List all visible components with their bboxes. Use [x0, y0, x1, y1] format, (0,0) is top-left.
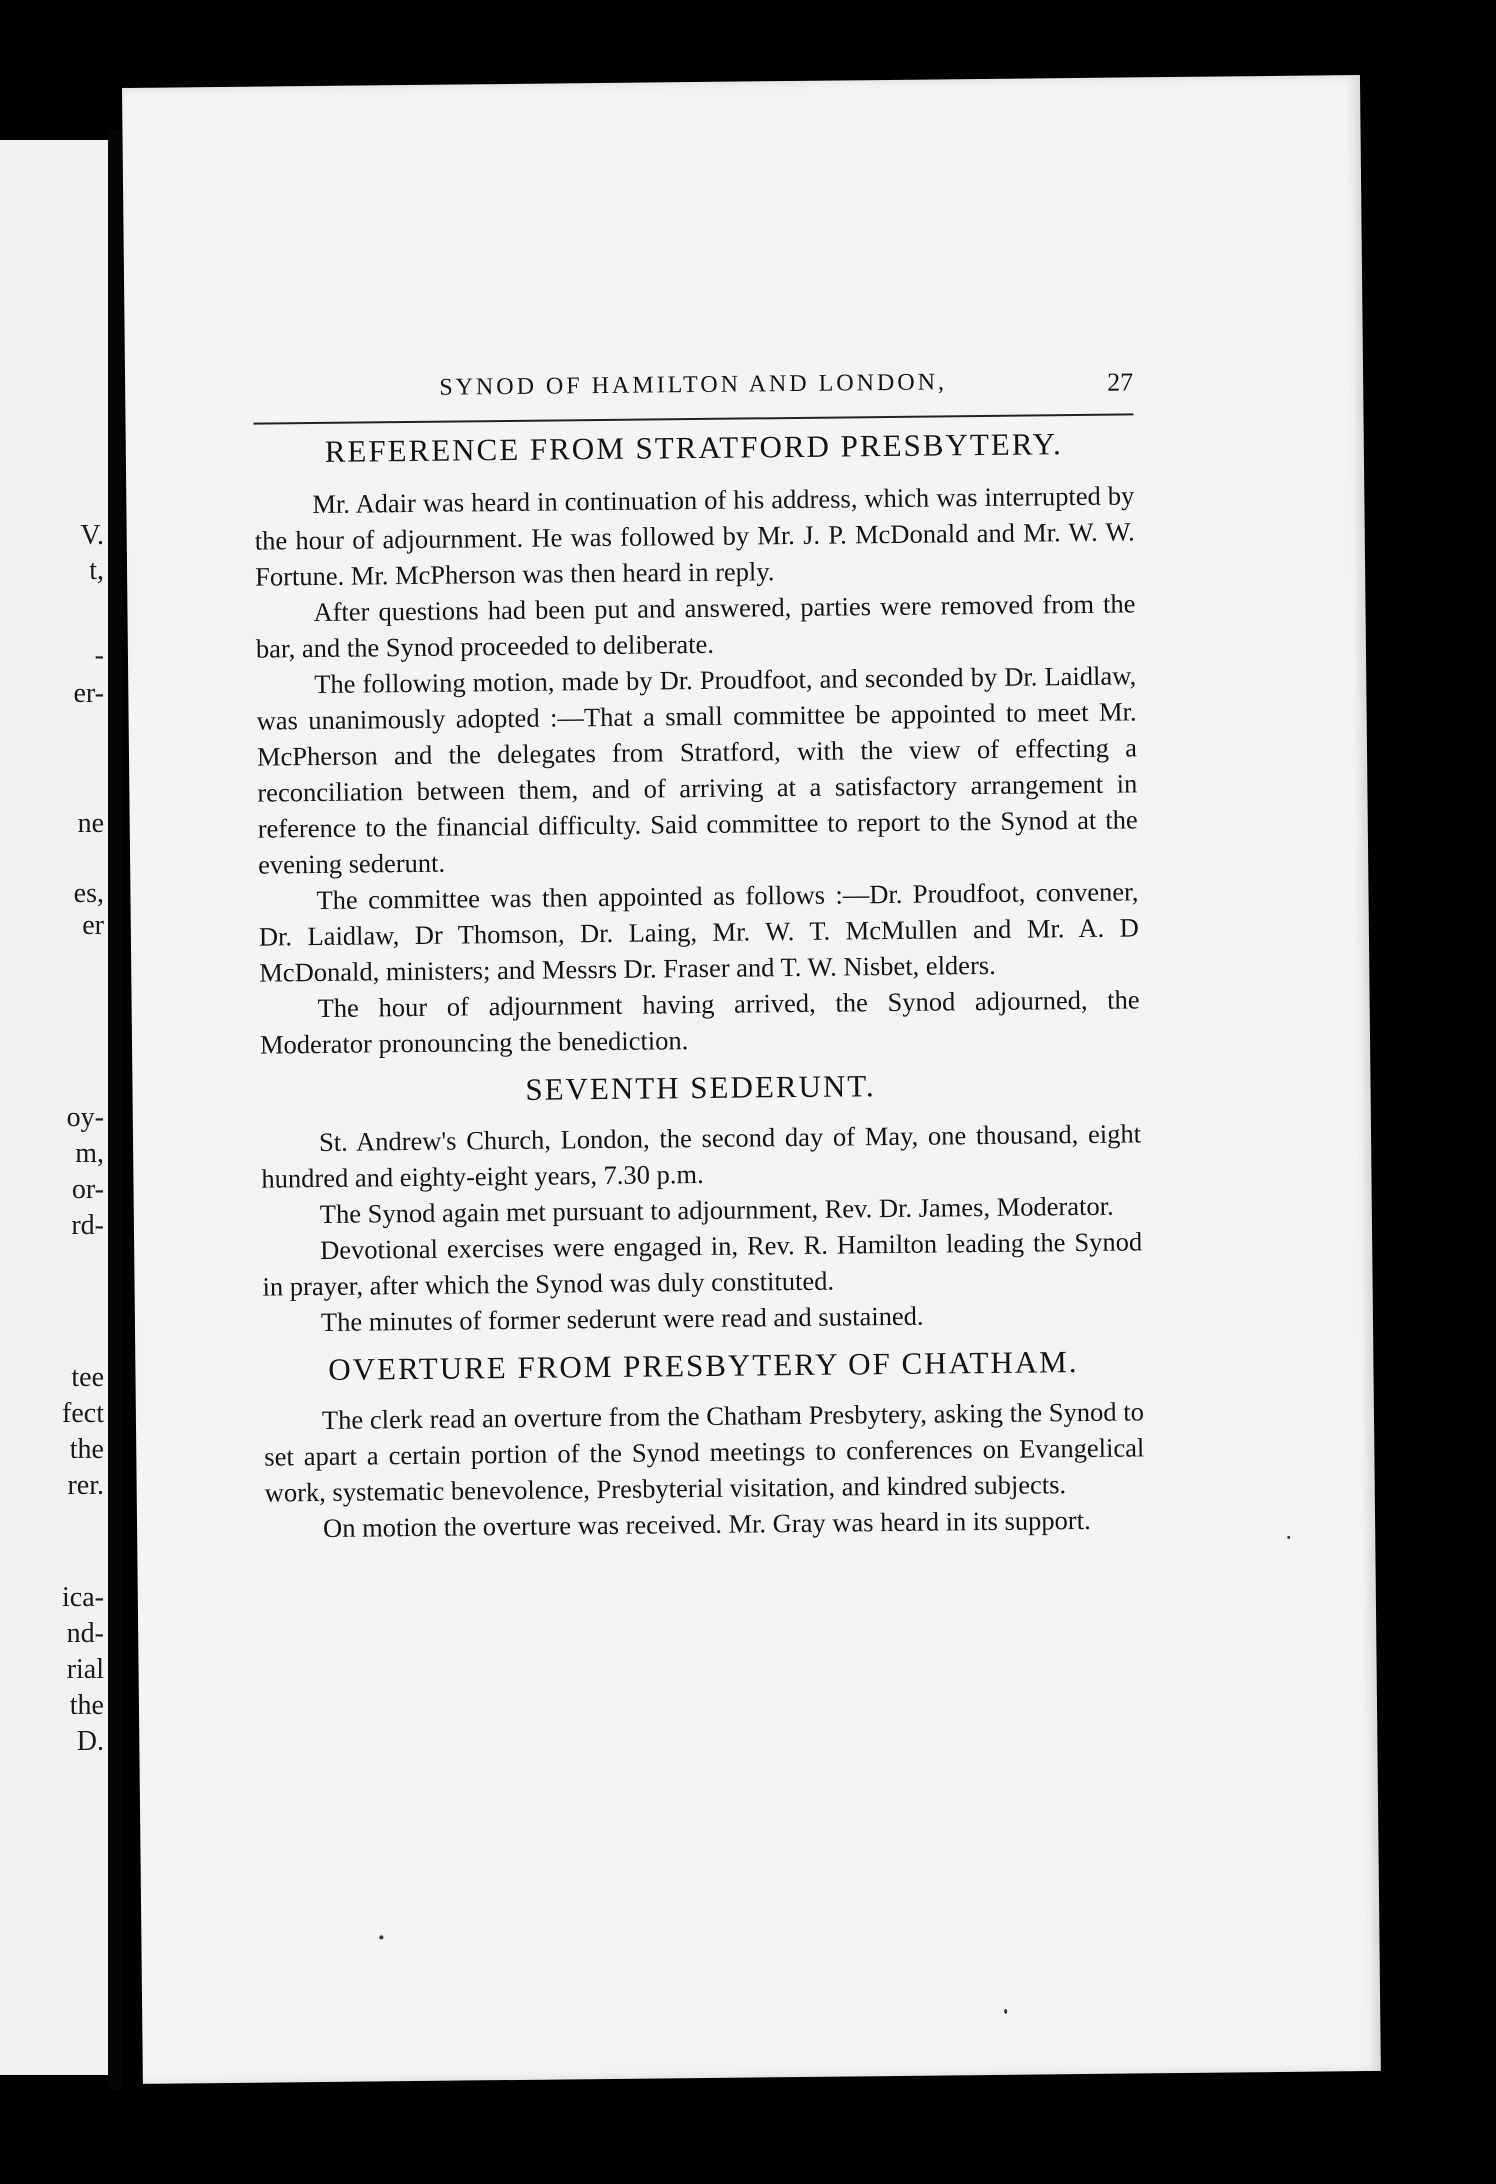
paragraph: The following motion, made by Dr. Proudfoot, and seconded by Dr. Laidlaw, was unanimously adopted :—That a small committee be appointed to meet Mr. McPherson and the delegates from Stratford, with the view of effecting a reconciliation between them, and of arriving at a satisfactory arrangement in reference to the financial difficulty. Said committee to report to the Synod at the evening sederunt.	[256, 660, 1138, 880]
paper-speck	[379, 1935, 383, 1939]
section-heading-reference: REFERENCE FROM STRATFORD PRESBYTERY.	[324, 426, 1064, 469]
paragraph: The Synod again met pursuant to adjournment, Rev. Dr. James, Moderator.	[319, 1190, 1114, 1229]
paragraph: After questions had been put and answered, parties were removed from the bar, and the Synod proceeded to deliberate.	[255, 588, 1136, 664]
paragraph: The minutes of former sederunt were read and sustained.	[320, 1300, 924, 1337]
page-number: 27	[1106, 367, 1134, 397]
fragment-text: the	[69, 1434, 104, 1465]
fragment-text: rer.	[67, 1470, 104, 1501]
paragraph: On motion the overture was received. Mr. Gray was heard in its support.	[322, 1504, 1091, 1543]
page-content	[253, 367, 1145, 1546]
running-head-title: SYNOD OF HAMILTON AND LONDON,	[439, 369, 948, 401]
fragment-text: fect	[62, 1398, 104, 1429]
fragment-text: rial	[66, 1654, 104, 1685]
paragraph: The committee was then appointed as follows :—Dr. Proudfoot, convener, Dr. Laidlaw, Dr Thomson, Dr. Laing, Mr. W. T. McMullen and Mr. A. D McDonald, ministers; and Messrs Dr. Fraser and T. W. Nisbet, elders.	[258, 876, 1140, 988]
running-head	[253, 367, 1133, 416]
fragment-text: nd-	[66, 1618, 104, 1649]
paragraph: The clerk read an overture from the Chatham Presbytery, asking the Synod to set apart a certain portion of the Synod meetings to conferences on Evangelical work, systematic benevolence, Presbyterial visitation, and kindred subjects.	[264, 1396, 1145, 1508]
paper-speck	[1004, 2009, 1007, 2014]
fragment-text: D.	[76, 1726, 104, 1757]
previous-page-fragment	[0, 140, 108, 2075]
fragment-text: ne	[77, 808, 104, 839]
paper-speck	[1287, 1536, 1290, 1539]
fragment-text: oy-	[66, 1102, 104, 1133]
book-gutter	[108, 130, 122, 2090]
section-heading-sederunt: SEVENTH SEDERUNT.	[525, 1068, 876, 1107]
fragment-text: es,	[73, 878, 104, 909]
main-page	[122, 75, 1381, 2084]
fragment-text: rd-	[71, 1210, 104, 1241]
fragment-text: the	[69, 1690, 104, 1721]
fragment-text: t,	[89, 555, 104, 586]
paragraph: Mr. Adair was heard in continuation of his address, which was interrupted by the hour of adjournment. He was followed by Mr. J. P. McDonald and Mr. W. W. Fortune. Mr. McPherson was then heard in reply.	[254, 480, 1135, 592]
fragment-text: V.	[80, 520, 104, 551]
paragraph: Devotional exercises were engaged in, Rev. R. Hamilton leading the Synod in prayer, after which the Synod was duly constituted.	[262, 1226, 1143, 1302]
paragraph: St. Andrew's Church, London, the second day of May, one thousand, eight hundred and eighty-eight years, 7.30 p.m.	[261, 1118, 1142, 1194]
paragraph: The hour of adjournment having arrived, the Synod adjourned, the Moderator pronouncing the benediction.	[259, 984, 1140, 1060]
fragment-text: -	[94, 640, 104, 671]
fragment-text: or-	[71, 1174, 104, 1205]
fragment-text: er	[82, 910, 104, 941]
fragment-text: er-	[73, 678, 104, 709]
section-heading-overture: OVERTURE FROM PRESBYTERY OF CHATHAM.	[328, 1344, 1079, 1387]
fragment-text: tee	[71, 1362, 104, 1393]
fragment-text: m,	[75, 1138, 104, 1169]
fragment-text: ica-	[62, 1582, 104, 1613]
